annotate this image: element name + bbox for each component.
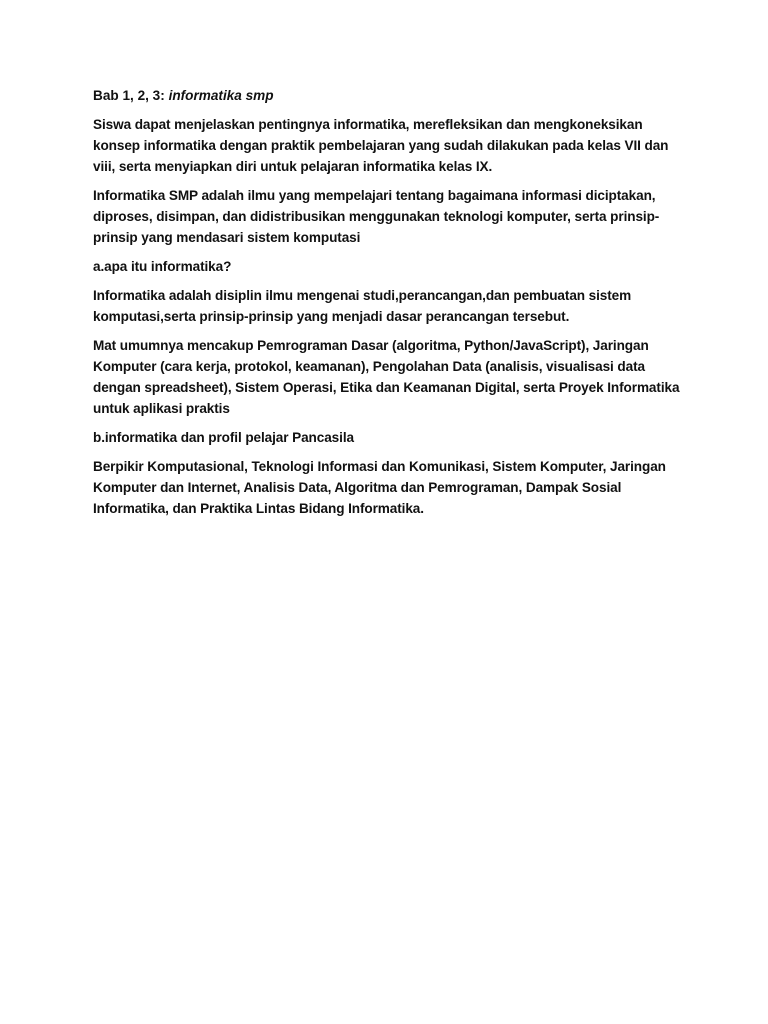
paragraph-topics-list: Berpikir Komputasional, Teknologi Informasi dan Komunikasi, Sistem Komputer, Jaringan Komputer dan Internet, Analisis Data, Algoritma dan Pemrograman, Dampak Sosial Informatika, dan Praktika Lintas Bidang Informatika. (93, 459, 666, 516)
paragraph-material-scope: Mat umumnya mencakup Pemrograman Dasar (algoritma, Python/JavaScript), Jaringan Komputer (cara kerja, protokol, keamanan), Pengolahan Data (analisis, visualisasi data dengan spreadsheet), Sistem Operasi, Etika dan Keamanan Digital, serta Proyek Informatika untuk aplikasi praktis (93, 338, 680, 416)
section-heading-b: b.informatika dan profil pelajar Pancasila (93, 430, 354, 445)
document-page (93, 86, 683, 527)
paragraph-learning-goal: Siswa dapat menjelaskan pentingnya informatika, merefleksikan dan mengkoneksikan konsep informatika dengan praktik pembelajaran yang sudah dilakukan pada kelas VII dan viii, serta menyiapkan diri untuk pelajaran informatika kelas IX. (93, 117, 669, 174)
paragraph-definition-informatika: Informatika adalah disiplin ilmu mengenai studi,perancangan,dan pembuatan sistem komputasi,serta prinsip-prinsip yang menjadi dasar perancangan tersebut. (93, 288, 632, 324)
section-heading-a: a.apa itu informatika? (93, 259, 232, 274)
title-prefix: Bab 1, 2, 3: (93, 88, 169, 103)
document-title (93, 86, 683, 106)
title-topic: informatika smp (168, 88, 274, 103)
paragraph-definition-smp: Informatika SMP adalah ilmu yang mempelajari tentang bagaimana informasi diciptakan, diproses, disimpan, dan didistribusikan menggunakan teknologi komputer, serta prinsip-prinsip yang mendasari sistem komputasi (93, 188, 660, 245)
